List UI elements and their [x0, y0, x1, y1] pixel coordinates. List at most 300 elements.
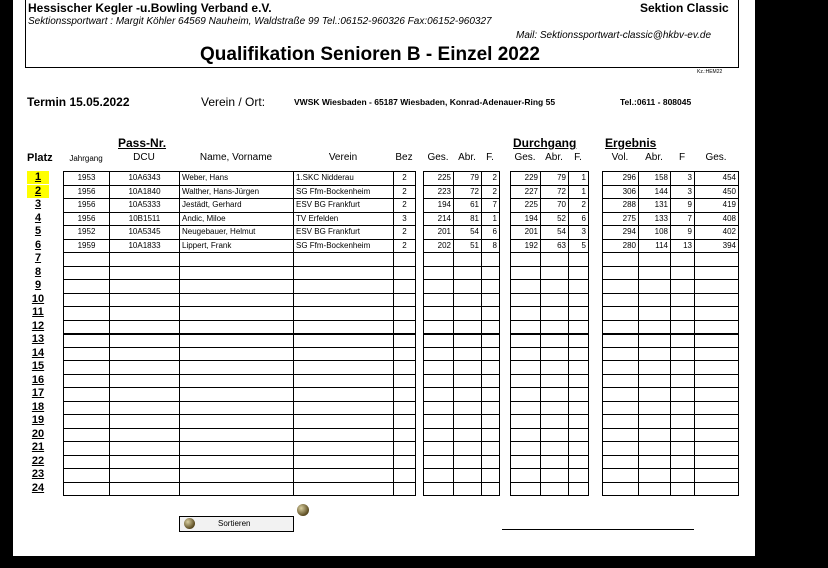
cell-df[interactable]: 5	[569, 239, 589, 253]
cell-eges[interactable]: 402	[695, 226, 739, 240]
cell-ef[interactable]	[671, 388, 695, 402]
cell-vol[interactable]: 288	[603, 199, 639, 213]
cell-name[interactable]	[180, 361, 294, 375]
cell-verein[interactable]	[294, 415, 394, 429]
cell-eabr[interactable]	[639, 428, 671, 442]
cell-dabr[interactable]: 54	[541, 226, 569, 240]
cell-verein[interactable]	[294, 253, 394, 267]
cell-bez[interactable]	[394, 374, 416, 388]
cell-ef[interactable]	[671, 347, 695, 361]
cell-ges[interactable]	[424, 334, 454, 348]
cell-abr[interactable]	[454, 442, 482, 456]
cell-dabr[interactable]	[541, 361, 569, 375]
cell-vol[interactable]	[603, 469, 639, 483]
cell-name[interactable]: Lippert, Frank	[180, 239, 294, 253]
cell-bez[interactable]	[394, 482, 416, 496]
cell-jahrgang[interactable]: 1959	[64, 239, 110, 253]
cell-f[interactable]	[482, 455, 500, 469]
cell-abr[interactable]	[454, 320, 482, 334]
cell-ges[interactable]: 223	[424, 185, 454, 199]
cell-bez[interactable]	[394, 334, 416, 348]
cell-eges[interactable]	[695, 415, 739, 429]
cell-dabr[interactable]	[541, 415, 569, 429]
cell-ges[interactable]	[424, 266, 454, 280]
cell-bez[interactable]	[394, 266, 416, 280]
cell-eabr[interactable]	[639, 361, 671, 375]
cell-abr[interactable]	[454, 455, 482, 469]
cell-ges[interactable]	[424, 307, 454, 321]
cell-abr[interactable]: 61	[454, 199, 482, 213]
cell-ef[interactable]	[671, 253, 695, 267]
cell-df[interactable]	[569, 266, 589, 280]
cell-ef[interactable]	[671, 320, 695, 334]
cell-abr[interactable]	[454, 347, 482, 361]
cell-abr[interactable]	[454, 361, 482, 375]
cell-jahrgang[interactable]: 1956	[64, 212, 110, 226]
cell-dges[interactable]	[511, 347, 541, 361]
cell-ges[interactable]	[424, 361, 454, 375]
cell-dabr[interactable]	[541, 469, 569, 483]
cell-eges[interactable]	[695, 307, 739, 321]
cell-f[interactable]	[482, 361, 500, 375]
cell-ges[interactable]: 201	[424, 226, 454, 240]
cell-dabr[interactable]	[541, 388, 569, 402]
cell-ges[interactable]	[424, 442, 454, 456]
cell-eges[interactable]: 450	[695, 185, 739, 199]
cell-df[interactable]	[569, 442, 589, 456]
cell-verein[interactable]: SG Ffm-Bockenheim	[294, 185, 394, 199]
cell-ges[interactable]	[424, 401, 454, 415]
cell-jahrgang[interactable]	[64, 482, 110, 496]
cell-dabr[interactable]	[541, 320, 569, 334]
cell-f[interactable]: 2	[482, 185, 500, 199]
cell-f[interactable]	[482, 482, 500, 496]
cell-dges[interactable]	[511, 307, 541, 321]
cell-dcu[interactable]	[110, 293, 180, 307]
cell-ef[interactable]	[671, 374, 695, 388]
cell-verein[interactable]	[294, 307, 394, 321]
cell-vol[interactable]	[603, 455, 639, 469]
cell-eabr[interactable]	[639, 482, 671, 496]
cell-ges[interactable]	[424, 388, 454, 402]
cell-vol[interactable]	[603, 293, 639, 307]
cell-ef[interactable]: 13	[671, 239, 695, 253]
cell-ef[interactable]	[671, 469, 695, 483]
cell-ges[interactable]: 202	[424, 239, 454, 253]
cell-dges[interactable]: 192	[511, 239, 541, 253]
cell-dcu[interactable]	[110, 253, 180, 267]
cell-ef[interactable]	[671, 415, 695, 429]
sort-button[interactable]	[179, 516, 294, 532]
cell-jahrgang[interactable]	[64, 307, 110, 321]
cell-df[interactable]	[569, 415, 589, 429]
cell-eges[interactable]	[695, 293, 739, 307]
cell-verein[interactable]	[294, 401, 394, 415]
cell-verein[interactable]	[294, 455, 394, 469]
cell-dabr[interactable]: 72	[541, 185, 569, 199]
cell-bez[interactable]: 2	[394, 239, 416, 253]
cell-bez[interactable]	[394, 388, 416, 402]
cell-verein[interactable]	[294, 482, 394, 496]
cell-ef[interactable]: 3	[671, 185, 695, 199]
cell-df[interactable]: 1	[569, 185, 589, 199]
cell-eges[interactable]	[695, 280, 739, 294]
cell-dabr[interactable]: 79	[541, 172, 569, 186]
cell-abr[interactable]: 54	[454, 226, 482, 240]
cell-name[interactable]	[180, 415, 294, 429]
cell-f[interactable]	[482, 320, 500, 334]
cell-jahrgang[interactable]	[64, 469, 110, 483]
cell-eges[interactable]	[695, 482, 739, 496]
cell-f[interactable]	[482, 334, 500, 348]
cell-abr[interactable]	[454, 334, 482, 348]
cell-df[interactable]: 6	[569, 212, 589, 226]
cell-bez[interactable]	[394, 347, 416, 361]
cell-dabr[interactable]	[541, 293, 569, 307]
cell-eabr[interactable]	[639, 320, 671, 334]
cell-dcu[interactable]	[110, 266, 180, 280]
ball-icon[interactable]	[297, 504, 309, 516]
cell-vol[interactable]: 296	[603, 172, 639, 186]
cell-dcu[interactable]: 10A1840	[110, 185, 180, 199]
cell-eabr[interactable]	[639, 253, 671, 267]
cell-jahrgang[interactable]	[64, 428, 110, 442]
cell-dges[interactable]	[511, 442, 541, 456]
cell-df[interactable]	[569, 455, 589, 469]
cell-dcu[interactable]	[110, 401, 180, 415]
cell-dcu[interactable]	[110, 455, 180, 469]
cell-df[interactable]	[569, 388, 589, 402]
cell-dcu[interactable]	[110, 374, 180, 388]
cell-f[interactable]: 2	[482, 172, 500, 186]
cell-dcu[interactable]	[110, 415, 180, 429]
cell-name[interactable]	[180, 280, 294, 294]
cell-vol[interactable]	[603, 280, 639, 294]
cell-vol[interactable]: 275	[603, 212, 639, 226]
cell-eges[interactable]: 419	[695, 199, 739, 213]
cell-f[interactable]	[482, 253, 500, 267]
cell-vol[interactable]	[603, 361, 639, 375]
cell-ef[interactable]	[671, 266, 695, 280]
cell-dcu[interactable]	[110, 347, 180, 361]
cell-eabr[interactable]	[639, 307, 671, 321]
cell-df[interactable]	[569, 347, 589, 361]
cell-eabr[interactable]	[639, 388, 671, 402]
cell-ges[interactable]	[424, 469, 454, 483]
cell-dabr[interactable]	[541, 374, 569, 388]
cell-abr[interactable]	[454, 374, 482, 388]
cell-ef[interactable]	[671, 482, 695, 496]
cell-verein[interactable]: 1.SKC Nidderau	[294, 172, 394, 186]
cell-f[interactable]: 6	[482, 226, 500, 240]
cell-eabr[interactable]	[639, 401, 671, 415]
cell-eges[interactable]: 454	[695, 172, 739, 186]
cell-f[interactable]	[482, 293, 500, 307]
cell-ef[interactable]: 9	[671, 226, 695, 240]
cell-f[interactable]	[482, 266, 500, 280]
cell-bez[interactable]	[394, 320, 416, 334]
cell-dges[interactable]	[511, 415, 541, 429]
cell-verein[interactable]	[294, 361, 394, 375]
cell-df[interactable]	[569, 469, 589, 483]
cell-vol[interactable]	[603, 374, 639, 388]
cell-df[interactable]: 2	[569, 199, 589, 213]
cell-dabr[interactable]	[541, 266, 569, 280]
cell-bez[interactable]	[394, 469, 416, 483]
cell-name[interactable]	[180, 469, 294, 483]
cell-bez[interactable]	[394, 361, 416, 375]
cell-eges[interactable]	[695, 266, 739, 280]
cell-bez[interactable]: 2	[394, 185, 416, 199]
cell-dges[interactable]	[511, 361, 541, 375]
cell-abr[interactable]	[454, 482, 482, 496]
cell-ges[interactable]	[424, 374, 454, 388]
cell-vol[interactable]	[603, 388, 639, 402]
cell-dges[interactable]	[511, 388, 541, 402]
cell-eges[interactable]: 394	[695, 239, 739, 253]
cell-verein[interactable]	[294, 388, 394, 402]
cell-jahrgang[interactable]	[64, 280, 110, 294]
cell-f[interactable]	[482, 307, 500, 321]
cell-jahrgang[interactable]	[64, 266, 110, 280]
cell-dabr[interactable]: 70	[541, 199, 569, 213]
cell-bez[interactable]	[394, 442, 416, 456]
cell-bez[interactable]	[394, 401, 416, 415]
cell-ef[interactable]	[671, 280, 695, 294]
cell-bez[interactable]: 2	[394, 172, 416, 186]
cell-abr[interactable]	[454, 266, 482, 280]
cell-vol[interactable]	[603, 482, 639, 496]
cell-f[interactable]	[482, 347, 500, 361]
cell-name[interactable]	[180, 293, 294, 307]
cell-ges[interactable]	[424, 280, 454, 294]
cell-df[interactable]	[569, 334, 589, 348]
cell-dges[interactable]	[511, 266, 541, 280]
cell-ges[interactable]	[424, 320, 454, 334]
cell-dges[interactable]: 225	[511, 199, 541, 213]
cell-eabr[interactable]: 108	[639, 226, 671, 240]
cell-vol[interactable]	[603, 320, 639, 334]
cell-verein[interactable]	[294, 442, 394, 456]
cell-ges[interactable]	[424, 455, 454, 469]
cell-dabr[interactable]	[541, 428, 569, 442]
cell-df[interactable]: 3	[569, 226, 589, 240]
cell-vol[interactable]	[603, 415, 639, 429]
cell-dcu[interactable]: 10B1511	[110, 212, 180, 226]
cell-ef[interactable]: 9	[671, 199, 695, 213]
cell-dges[interactable]	[511, 293, 541, 307]
cell-bez[interactable]	[394, 415, 416, 429]
cell-verein[interactable]	[294, 280, 394, 294]
cell-ef[interactable]	[671, 401, 695, 415]
cell-ef[interactable]	[671, 455, 695, 469]
cell-dcu[interactable]	[110, 482, 180, 496]
cell-vol[interactable]: 280	[603, 239, 639, 253]
cell-verein[interactable]	[294, 374, 394, 388]
cell-abr[interactable]: 51	[454, 239, 482, 253]
cell-eabr[interactable]: 133	[639, 212, 671, 226]
cell-dges[interactable]	[511, 374, 541, 388]
cell-eabr[interactable]	[639, 334, 671, 348]
cell-vol[interactable]: 306	[603, 185, 639, 199]
cell-df[interactable]	[569, 293, 589, 307]
cell-eabr[interactable]	[639, 469, 671, 483]
cell-verein[interactable]	[294, 428, 394, 442]
cell-jahrgang[interactable]	[64, 320, 110, 334]
cell-df[interactable]	[569, 428, 589, 442]
cell-eges[interactable]	[695, 469, 739, 483]
cell-eges[interactable]	[695, 401, 739, 415]
cell-dabr[interactable]	[541, 253, 569, 267]
cell-dabr[interactable]	[541, 401, 569, 415]
cell-f[interactable]	[482, 428, 500, 442]
cell-f[interactable]: 7	[482, 199, 500, 213]
cell-dges[interactable]	[511, 428, 541, 442]
cell-vol[interactable]	[603, 307, 639, 321]
cell-ges[interactable]: 225	[424, 172, 454, 186]
cell-eges[interactable]: 408	[695, 212, 739, 226]
cell-ef[interactable]	[671, 361, 695, 375]
cell-verein[interactable]: ESV BG Frankfurt	[294, 226, 394, 240]
cell-name[interactable]: Jestädt, Gerhard	[180, 199, 294, 213]
cell-bez[interactable]	[394, 428, 416, 442]
cell-eabr[interactable]	[639, 293, 671, 307]
cell-name[interactable]	[180, 266, 294, 280]
cell-ef[interactable]	[671, 428, 695, 442]
cell-dabr[interactable]	[541, 455, 569, 469]
cell-name[interactable]: Walther, Hans-Jürgen	[180, 185, 294, 199]
cell-dcu[interactable]	[110, 320, 180, 334]
cell-vol[interactable]	[603, 401, 639, 415]
cell-jahrgang[interactable]	[64, 442, 110, 456]
cell-df[interactable]	[569, 361, 589, 375]
cell-name[interactable]	[180, 388, 294, 402]
cell-name[interactable]	[180, 307, 294, 321]
cell-dges[interactable]: 227	[511, 185, 541, 199]
cell-ges[interactable]	[424, 293, 454, 307]
cell-eges[interactable]	[695, 334, 739, 348]
cell-f[interactable]	[482, 469, 500, 483]
cell-dcu[interactable]	[110, 388, 180, 402]
cell-ges[interactable]	[424, 347, 454, 361]
cell-abr[interactable]	[454, 469, 482, 483]
cell-name[interactable]: Neugebauer, Helmut	[180, 226, 294, 240]
cell-dges[interactable]	[511, 401, 541, 415]
cell-f[interactable]	[482, 280, 500, 294]
cell-dcu[interactable]	[110, 307, 180, 321]
cell-eabr[interactable]: 158	[639, 172, 671, 186]
cell-name[interactable]	[180, 401, 294, 415]
cell-eabr[interactable]: 144	[639, 185, 671, 199]
cell-eges[interactable]	[695, 361, 739, 375]
cell-dcu[interactable]	[110, 280, 180, 294]
cell-ef[interactable]: 7	[671, 212, 695, 226]
cell-name[interactable]	[180, 320, 294, 334]
cell-abr[interactable]	[454, 253, 482, 267]
cell-eges[interactable]	[695, 442, 739, 456]
cell-eges[interactable]	[695, 428, 739, 442]
cell-dges[interactable]: 194	[511, 212, 541, 226]
cell-f[interactable]	[482, 374, 500, 388]
cell-jahrgang[interactable]	[64, 347, 110, 361]
cell-bez[interactable]: 2	[394, 226, 416, 240]
cell-name[interactable]	[180, 347, 294, 361]
cell-ges[interactable]: 214	[424, 212, 454, 226]
cell-dabr[interactable]: 63	[541, 239, 569, 253]
cell-ges[interactable]	[424, 482, 454, 496]
cell-jahrgang[interactable]	[64, 415, 110, 429]
cell-vol[interactable]	[603, 347, 639, 361]
cell-jahrgang[interactable]	[64, 334, 110, 348]
cell-f[interactable]	[482, 415, 500, 429]
cell-df[interactable]	[569, 307, 589, 321]
cell-df[interactable]	[569, 401, 589, 415]
cell-verein[interactable]	[294, 293, 394, 307]
cell-abr[interactable]: 79	[454, 172, 482, 186]
cell-f[interactable]	[482, 442, 500, 456]
cell-vol[interactable]	[603, 266, 639, 280]
cell-df[interactable]	[569, 320, 589, 334]
cell-f[interactable]	[482, 401, 500, 415]
cell-verein[interactable]: ESV BG Frankfurt	[294, 199, 394, 213]
cell-vol[interactable]	[603, 334, 639, 348]
cell-df[interactable]	[569, 482, 589, 496]
cell-name[interactable]: Weber, Hans	[180, 172, 294, 186]
cell-ges[interactable]: 194	[424, 199, 454, 213]
cell-name[interactable]	[180, 428, 294, 442]
cell-dges[interactable]	[511, 320, 541, 334]
cell-verein[interactable]	[294, 320, 394, 334]
cell-bez[interactable]	[394, 253, 416, 267]
cell-dcu[interactable]	[110, 442, 180, 456]
cell-verein[interactable]: TV Erfelden	[294, 212, 394, 226]
cell-f[interactable]	[482, 388, 500, 402]
cell-jahrgang[interactable]	[64, 401, 110, 415]
cell-dcu[interactable]	[110, 469, 180, 483]
cell-abr[interactable]	[454, 415, 482, 429]
cell-dabr[interactable]	[541, 334, 569, 348]
cell-abr[interactable]: 81	[454, 212, 482, 226]
cell-dcu[interactable]	[110, 428, 180, 442]
cell-eges[interactable]	[695, 253, 739, 267]
cell-dges[interactable]	[511, 469, 541, 483]
cell-ef[interactable]	[671, 293, 695, 307]
cell-dabr[interactable]: 52	[541, 212, 569, 226]
cell-jahrgang[interactable]: 1956	[64, 185, 110, 199]
cell-dcu[interactable]	[110, 334, 180, 348]
cell-eges[interactable]	[695, 455, 739, 469]
cell-dcu[interactable]	[110, 361, 180, 375]
cell-ef[interactable]	[671, 334, 695, 348]
cell-dcu[interactable]: 10A1833	[110, 239, 180, 253]
cell-f[interactable]: 1	[482, 212, 500, 226]
cell-eges[interactable]	[695, 347, 739, 361]
cell-verein[interactable]	[294, 469, 394, 483]
cell-vol[interactable]	[603, 442, 639, 456]
cell-bez[interactable]	[394, 293, 416, 307]
cell-eges[interactable]	[695, 320, 739, 334]
cell-verein[interactable]	[294, 347, 394, 361]
cell-df[interactable]: 1	[569, 172, 589, 186]
cell-jahrgang[interactable]	[64, 455, 110, 469]
cell-vol[interactable]	[603, 253, 639, 267]
cell-eabr[interactable]	[639, 455, 671, 469]
cell-ef[interactable]: 3	[671, 172, 695, 186]
cell-eabr[interactable]	[639, 280, 671, 294]
cell-df[interactable]	[569, 253, 589, 267]
cell-eabr[interactable]: 114	[639, 239, 671, 253]
cell-jahrgang[interactable]	[64, 253, 110, 267]
